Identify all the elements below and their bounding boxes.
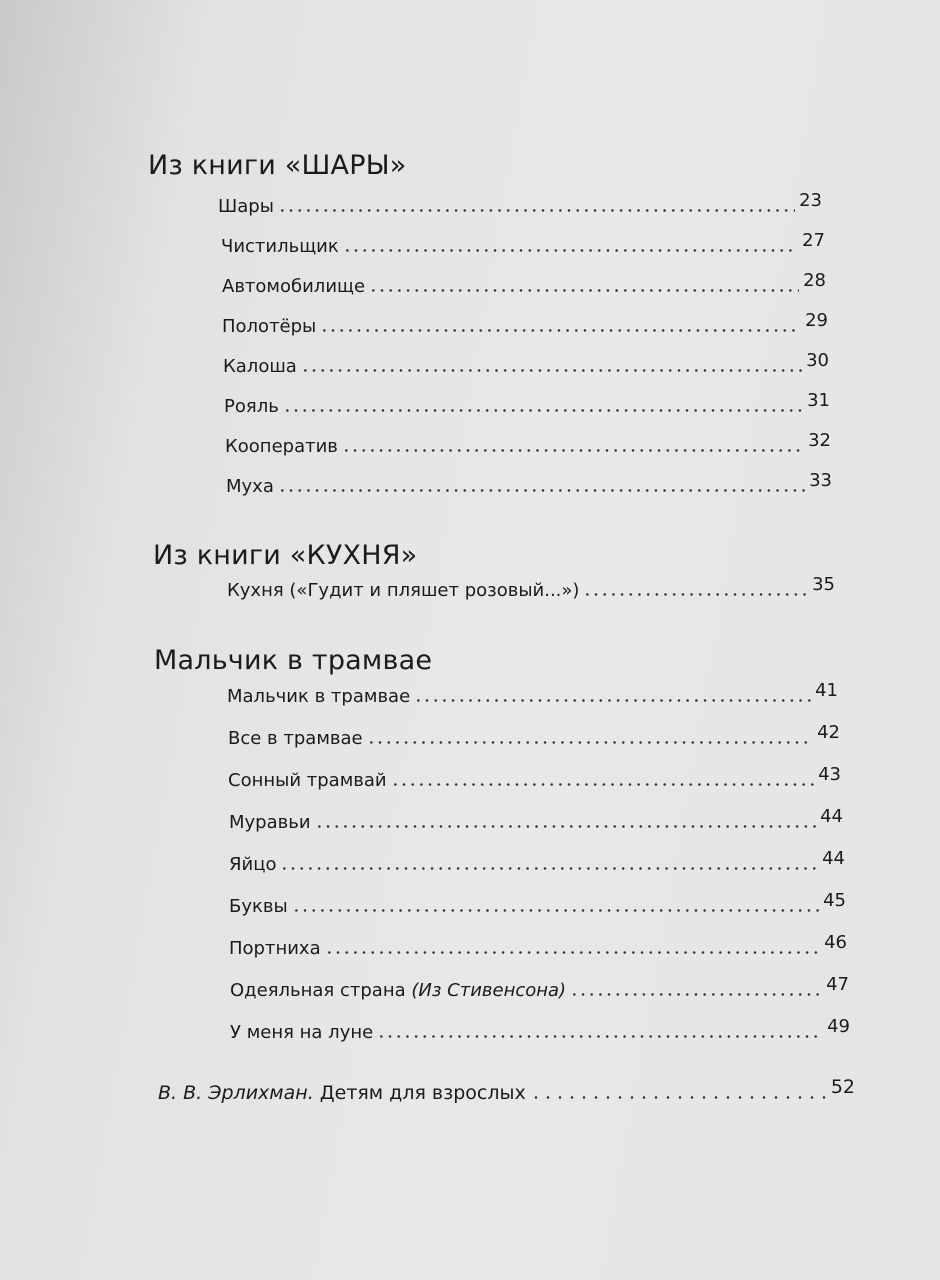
dot-leader [342, 449, 804, 452]
entry-page-number: 46 [824, 932, 847, 953]
entry-title: Сонный трамвай [228, 770, 387, 791]
entry-title: Портниха [229, 938, 321, 959]
section-title-kukhnya: Из книги «КУХНЯ» [153, 540, 418, 571]
toc-entry[interactable] [227, 574, 835, 601]
entry-title [230, 980, 566, 1001]
entry-page-number: 52 [830, 1076, 855, 1098]
entry-page-number: 44 [820, 806, 843, 827]
entry-title [158, 1082, 526, 1104]
toc-entry-afterword[interactable] [158, 1076, 855, 1104]
entry-title: Буквы [229, 896, 288, 917]
entry-title-main: Одеяльная страна [230, 980, 406, 1001]
dot-leader [367, 741, 813, 744]
dot-leader [570, 993, 822, 996]
toc-entry[interactable] [229, 890, 846, 917]
entry-page-number: 32 [808, 430, 831, 451]
toc-entry[interactable] [222, 310, 828, 337]
entry-page-number: 30 [806, 350, 829, 371]
entry-title: Яйцо [229, 854, 277, 875]
toc-entry[interactable] [229, 932, 847, 959]
entry-page-number: 44 [822, 848, 845, 869]
dot-leader [414, 699, 811, 702]
entry-title: Полотёры [222, 316, 317, 337]
section-title-shary: Из книги «ШАРЫ» [148, 150, 407, 181]
entry-title: Автомобилище [222, 276, 366, 297]
dot-leader [369, 289, 799, 292]
entry-page-number: 49 [827, 1016, 850, 1037]
toc-entry[interactable] [221, 230, 825, 257]
entry-title: Чистильщик [221, 236, 339, 257]
dot-leader [583, 593, 808, 596]
entry-page-number: 27 [802, 230, 825, 251]
toc-entry[interactable] [230, 1016, 850, 1043]
toc-entry[interactable] [226, 470, 832, 497]
entry-title: У меня на луне [230, 1022, 374, 1043]
toc-entry[interactable] [228, 722, 840, 749]
dot-leader [325, 951, 820, 954]
toc-entry[interactable] [218, 190, 822, 217]
entry-page-number: 28 [803, 270, 826, 291]
toc-entry[interactable] [228, 764, 841, 791]
entry-title: Кооператив [225, 436, 338, 457]
entry-title: Кухня («Гудит и пляшет розовый...») [227, 580, 580, 601]
entry-page-number: 33 [809, 470, 832, 491]
dot-leader [377, 1035, 823, 1038]
toc-entry[interactable] [229, 806, 843, 833]
section-title-malchik-v-tramvae: Мальчик в трамвае [154, 645, 433, 676]
entry-page-number: 45 [823, 890, 846, 911]
entry-page-number: 42 [817, 722, 840, 743]
entry-page-number: 23 [799, 190, 822, 211]
dot-leader [320, 329, 801, 332]
entry-page-number: 41 [815, 680, 838, 701]
dot-leader [530, 1096, 827, 1099]
toc-entry[interactable] [223, 350, 829, 377]
entry-title: Муравьи [229, 812, 311, 833]
toc-entry[interactable] [230, 974, 849, 1001]
toc-entry[interactable] [224, 390, 830, 417]
entry-page-number: 29 [805, 310, 828, 331]
entry-title: Шары [218, 196, 274, 217]
toc-entry[interactable] [225, 430, 831, 457]
entry-page-number: 35 [812, 574, 835, 595]
entry-title: Рояль [224, 396, 279, 417]
afterword-title: Детям для взрослых [319, 1082, 526, 1104]
entry-page-number: 47 [826, 974, 849, 995]
dot-leader [280, 867, 818, 870]
dot-leader [315, 825, 817, 828]
entry-title: Все в трамвае [228, 728, 363, 749]
dot-leader [278, 209, 795, 212]
dot-leader [283, 409, 803, 412]
entry-title: Калоша [223, 356, 297, 377]
entry-title: Мальчик в трамвае [227, 686, 411, 707]
entry-title: Муха [226, 476, 274, 497]
dot-leader [292, 909, 819, 912]
dot-leader [301, 369, 802, 372]
toc-entry[interactable] [227, 680, 838, 707]
entry-page-number: 43 [818, 764, 841, 785]
dot-leader [391, 783, 814, 786]
dot-leader [278, 489, 805, 492]
afterword-author: В. В. Эрлихман. [158, 1082, 314, 1104]
dot-leader [343, 249, 798, 252]
entry-page-number: 31 [807, 390, 830, 411]
toc-entry[interactable] [222, 270, 826, 297]
toc-entry[interactable] [229, 848, 845, 875]
entry-title-subtitle: (Из Стивенсона) [411, 980, 567, 1001]
